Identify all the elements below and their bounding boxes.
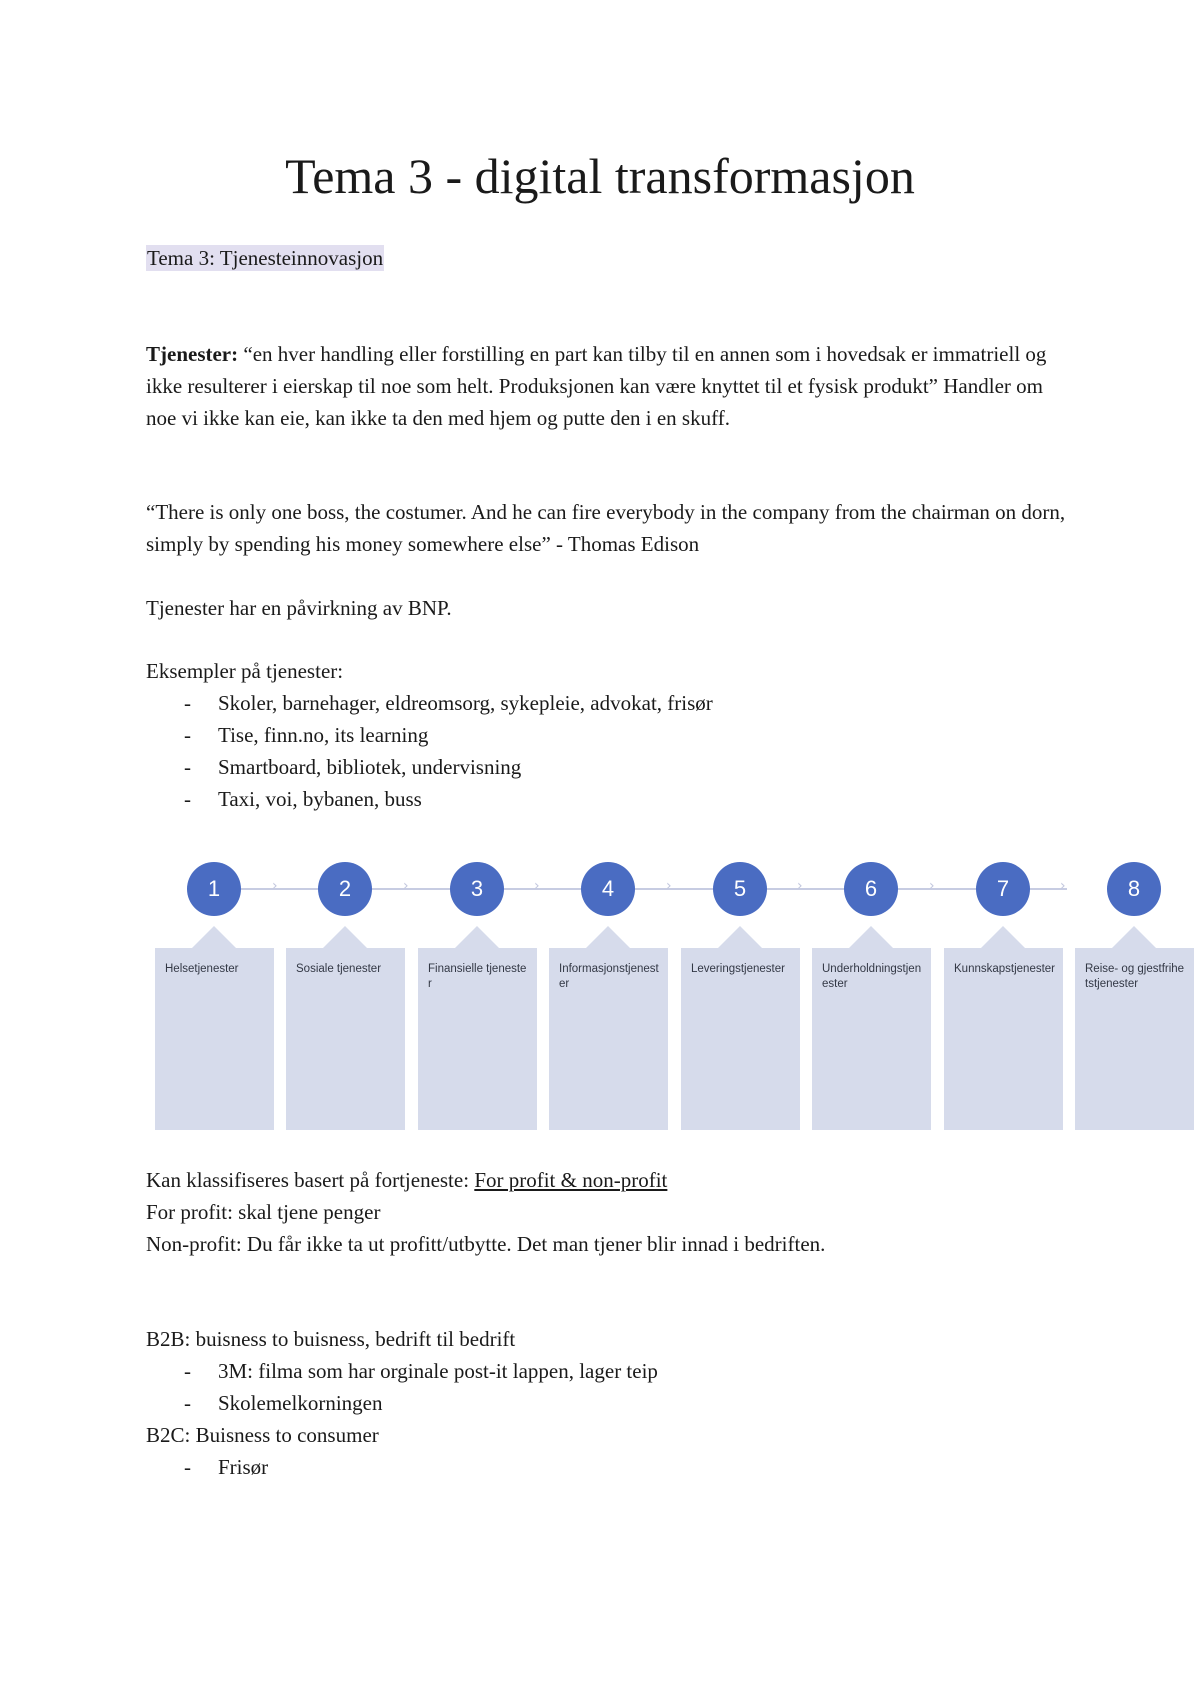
list-item: - Skoler, barnehager, eldreomsorg, sykepleie, advokat, frisør	[146, 687, 1066, 719]
page-title: Tema 3 - digital transformasjon	[285, 148, 915, 204]
list-item: - Smartboard, bibliotek, undervisning	[146, 751, 1066, 783]
list-item: - Skolemelkorningen	[146, 1387, 1066, 1419]
examples-section	[146, 655, 1066, 815]
list-item: - Tise, finn.no, its learning	[146, 719, 1066, 751]
step-box: Kunnskapstjenester	[944, 948, 1063, 1130]
step-box: Reise- og gjestfrihetstjenester	[1075, 948, 1194, 1130]
list-item: - Taxi, voi, bybanen, buss	[146, 783, 1066, 815]
b2b-heading: B2B: buisness to buisness, bedrift til bedrift	[146, 1327, 516, 1351]
step-number: 3	[450, 862, 504, 916]
step-box: Helsetjenester	[155, 948, 274, 1130]
pointer-arrow	[981, 926, 1025, 948]
quote-paragraph: “There is only one boss, the costumer. And he can fire everybody in the company from the chairman on dorn, simply by spending his money somewhere else” - Thomas Edison	[146, 500, 1066, 556]
definition-text: “en hver handling eller forstilling en part kan tilby til en annen som i hovedsak er immatriell og ikke resulterer i eierskap til noe som helt. Produksjonen kan være knyttet til et fysisk produkt” Handler om noe vi ikke kan eie, kan ikke ta den med hjem og putte den i en skuff.	[146, 342, 1047, 430]
chevron-right-icon: ›	[534, 878, 540, 894]
pointer-arrow	[849, 926, 893, 948]
b2b-list	[146, 1355, 1066, 1419]
step-number: 8	[1107, 862, 1161, 916]
examples-list	[146, 687, 1066, 815]
pointer-arrow	[586, 926, 630, 948]
step-box: Finansielle tjenester	[418, 948, 537, 1130]
pointer-arrow	[718, 926, 762, 948]
list-item: - 3M: filma som har orginale post-it lappen, lager teip	[146, 1355, 1066, 1387]
chevron-right-icon: ›	[403, 878, 409, 894]
examples-heading: Eksempler på tjenester:	[146, 659, 344, 683]
b2c-list	[146, 1451, 1066, 1483]
step-number: 2	[318, 862, 372, 916]
step-number: 1	[187, 862, 241, 916]
step-number: 6	[844, 862, 898, 916]
chevron-right-icon: ›	[929, 878, 935, 894]
subtitle-highlighted: Tema 3: Tjenesteinnovasjon	[147, 246, 384, 270]
definition-term: Tjenester:	[146, 342, 239, 366]
definition-paragraph	[146, 338, 1066, 434]
bnp-paragraph: Tjenester har en påvirkning av BNP.	[146, 596, 452, 620]
chevron-right-icon: ›	[666, 878, 672, 894]
for-profit-line: For profit: skal tjene penger	[146, 1200, 381, 1224]
chevron-right-icon: ›	[1060, 878, 1066, 894]
step-box: Underholdningstjenester	[812, 948, 931, 1130]
step-number: 5	[713, 862, 767, 916]
non-profit-line: Non-profit: Du får ikke ta ut profitt/utbytte. Det man tjener blir innad i bedriften.	[146, 1232, 826, 1256]
pointer-arrow	[1112, 926, 1156, 948]
list-item: - Frisør	[146, 1451, 1066, 1483]
chevron-right-icon: ›	[272, 878, 278, 894]
service-types-diagram	[150, 862, 1200, 1132]
profit-types-underlined: For profit & non-profit	[474, 1168, 668, 1192]
step-box: Sosiale tjenester	[286, 948, 405, 1130]
step-box: Leveringstjenester	[681, 948, 800, 1130]
pointer-arrow	[323, 926, 367, 948]
step-number: 4	[581, 862, 635, 916]
step-number: 7	[976, 862, 1030, 916]
step-box: Informasjonstjenester	[549, 948, 668, 1130]
chevron-right-icon: ›	[797, 878, 803, 894]
business-models-section	[146, 1323, 1066, 1483]
b2c-heading: B2C: Buisness to consumer	[146, 1423, 379, 1447]
classification-section	[146, 1164, 1066, 1260]
pointer-arrow	[192, 926, 236, 948]
classification-line: Kan klassifiseres basert på fortjeneste: For profit & non-profit	[146, 1168, 668, 1192]
pointer-arrow	[455, 926, 499, 948]
